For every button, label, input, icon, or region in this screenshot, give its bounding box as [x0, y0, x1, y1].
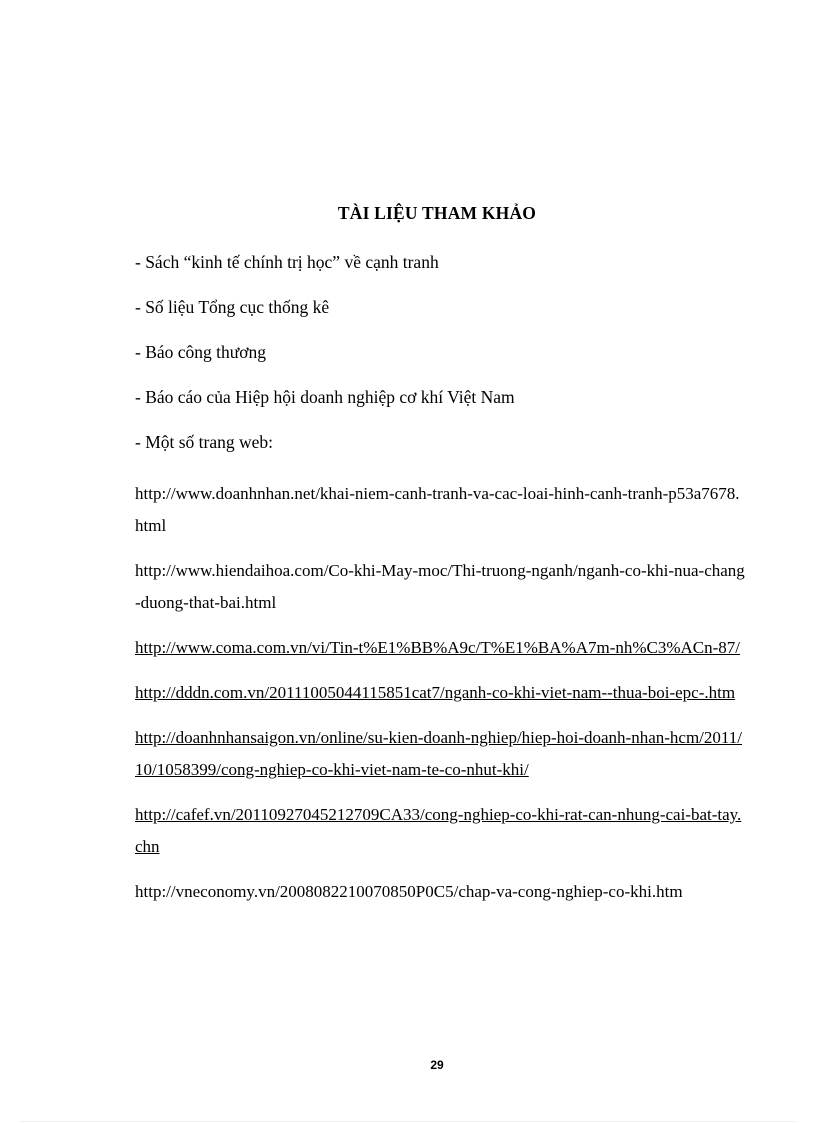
web-link: http://www.doanhnhan.net/khai-niem-canh-tranh-va-cac-loai-hinh-canh-tranh-p53a7678.html — [135, 484, 740, 535]
page-number: 29 — [430, 1058, 444, 1072]
web-link-hyperlink[interactable]: http://cafef.vn/20110927045212709CA33/cong-nghiep-co-khi-rat-can-nhung-cai-bat-tay.chn — [135, 805, 742, 856]
reference-item: - Số liệu Tổng cục thống kê — [135, 297, 330, 317]
reference-item: - Sách “kinh tế chính trị học” về cạnh tranh — [135, 252, 439, 272]
web-link-hyperlink[interactable]: http://doanhnhansaigon.vn/online/su-kien-doanh-nghiep/hiep-hoi-doanh-nhan-hcm/2011/10/1058399/cong-nghiep-co-khi-viet-nam-te-co-nhut-khi/ — [135, 728, 742, 779]
web-link: http://www.hiendaihoa.com/Co-khi-May-moc/Thi-truong-nganh/nganh-co-khi-nua-chang-duong-that-bai.html — [135, 561, 745, 612]
web-link-hyperlink[interactable]: http://www.coma.com.vn/vi/Tin-t%E1%BB%A9c/T%E1%BA%A7m-nh%C3%ACn-87/ — [135, 638, 741, 657]
page-edge-divider — [20, 1121, 796, 1122]
reference-list — [135, 250, 735, 475]
web-link: http://vneconomy.vn/2008082210070850P0C5/chap-va-cong-nghiep-co-khi.htm — [135, 882, 683, 901]
reference-item: - Báo cáo của Hiệp hội doanh nghiệp cơ khí Việt Nam — [135, 387, 515, 407]
web-link-hyperlink[interactable]: http://dddn.com.vn/20111005044115851cat7/nganh-co-khi-viet-nam--thua-boi-epc-.htm — [135, 683, 736, 702]
reference-item: - Một số trang web: — [135, 432, 274, 452]
web-link-list — [135, 478, 745, 921]
reference-item: - Báo công thương — [135, 342, 267, 362]
page-title: TÀI LIỆU THAM KHẢO — [337, 203, 537, 223]
